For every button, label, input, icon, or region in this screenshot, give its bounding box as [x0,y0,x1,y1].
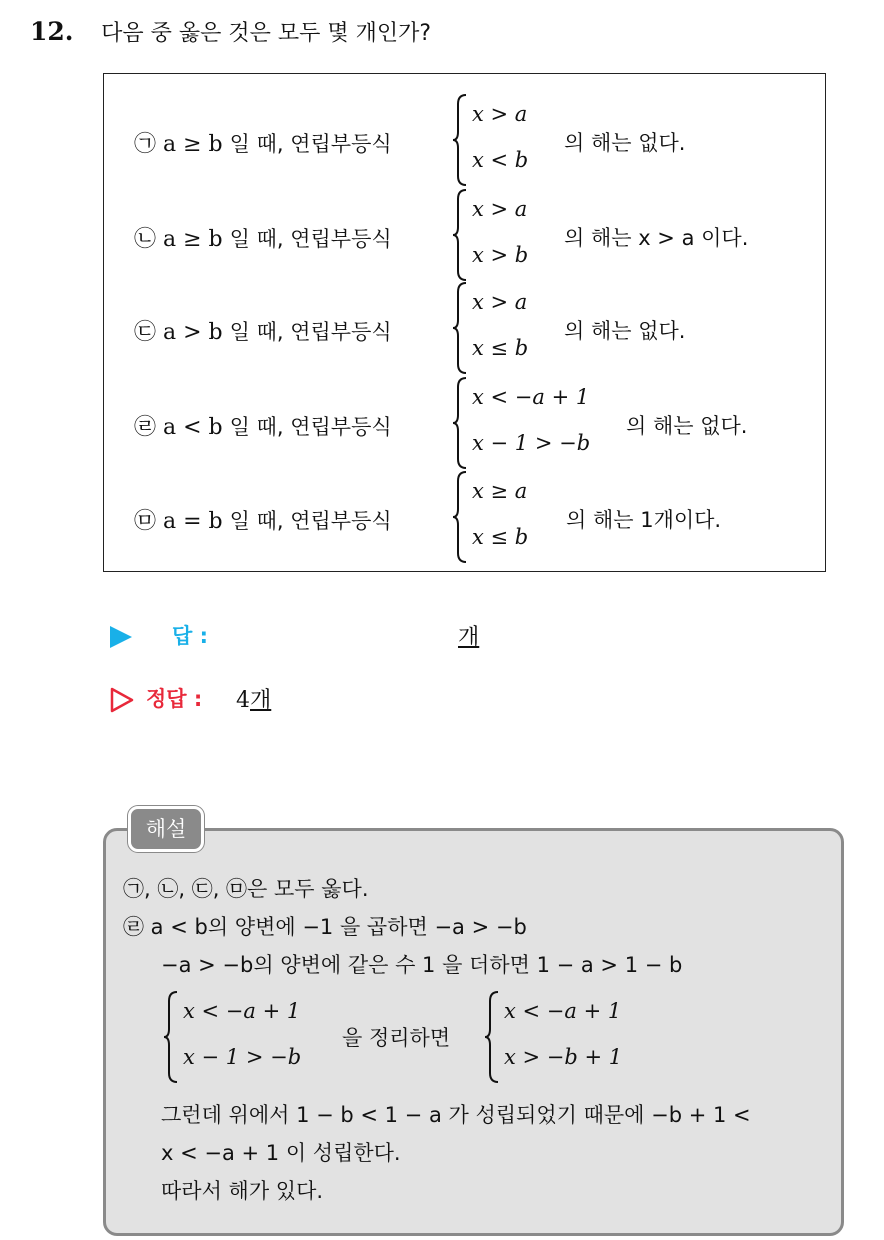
statement-2 [134,189,814,281]
system-line-1: x > a [472,290,528,314]
answer-row [110,620,510,656]
statement-condition: a > b [163,320,223,345]
explanation-tag: 해설 [128,806,204,852]
statement-5 [134,471,814,563]
system-line-2: x < b [472,148,529,172]
statement-mark: ㉤ [134,509,157,534]
system-line-2: x > b [472,243,529,267]
question-header [30,16,431,47]
system-line-1: x > a [472,102,528,126]
statement-mark: ㉠ [134,132,157,157]
solution-label: 정답 : [146,687,203,711]
play-triangle-icon [110,626,132,648]
system-line-2: x − 1 > −b [472,431,591,455]
statement-mark: ㉣ [134,415,157,440]
question-number: 12. [30,17,74,46]
explanation-mid: 을 정리하면 [342,1026,451,1050]
statement-mid: 일 때, 연립부등식 [229,320,392,344]
statement-mid: 일 때, 연립부등식 [229,509,392,533]
answer-unit: 개 [458,625,480,650]
solution-number: 4 [236,688,250,713]
system-line-2: x ≤ b [472,336,529,360]
statement-condition: a < b [163,415,223,440]
statement-mark: ㉡ [134,227,157,252]
explanation-box [103,828,844,1236]
statement-mid: 일 때, 연립부등식 [229,227,392,251]
statement-condition: a ≥ b [163,227,223,252]
left-brace-icon [452,471,468,563]
question-text: 다음 중 옳은 것은 모두 몇 개인가? [101,21,432,46]
statement-result: 의 해는 없다. [564,319,686,343]
statement-result: 의 해는 없다. [564,131,686,155]
solution-unit: 개 [250,688,272,713]
statement-result: 의 해는 1개이다. [566,508,722,532]
explanation-line-5: x < −a + 1 이 성립한다. [161,1141,401,1165]
statement-result: 의 해는 x > a 이다. [564,226,749,250]
explanation-system-b-line-2: x > −b + 1 [504,1045,623,1069]
statements-box [103,73,826,572]
solution-value [236,683,271,714]
statement-mid: 일 때, 연립부등식 [229,415,392,439]
statement-result: 의 해는 없다. [626,414,748,438]
left-brace-icon [163,991,179,1083]
explanation-line-6: 따라서 해가 있다. [161,1179,324,1203]
system-line-2: x ≤ b [472,525,529,549]
statement-condition: a = b [163,509,223,534]
explanation-line-3: −a > −b의 양변에 같은 수 1 을 더하면 1 − a > 1 − b [161,953,683,977]
explanation-system-b-line-1: x < −a + 1 [504,999,622,1023]
statement-1 [134,94,814,186]
left-brace-icon [452,377,468,469]
system-line-1: x < −a + 1 [472,385,590,409]
explanation-line-2: ㉣ a < b의 양변에 −1 을 곱하면 −a > −b [123,915,527,939]
left-brace-icon [452,94,468,186]
explanation-system-a-line-2: x − 1 > −b [183,1045,302,1069]
left-brace-icon [452,282,468,374]
solution-row [110,683,510,719]
statement-mark: ㉢ [134,320,157,345]
statement-mid: 일 때, 연립부등식 [229,132,392,156]
explanation-line-1: ㉠, ㉡, ㉢, ㉤은 모두 옳다. [123,877,369,901]
explanation-line-4: 그런데 위에서 1 − b < 1 − a 가 성립되었기 때문에 −b + 1 < [161,1103,751,1127]
statement-condition: a ≥ b [163,132,223,157]
left-brace-icon [452,189,468,281]
explanation-system-a-line-1: x < −a + 1 [183,999,301,1023]
statement-4 [134,377,814,469]
statement-3 [134,282,814,374]
left-brace-icon [484,991,500,1083]
answer-label: 답 : [172,624,208,648]
system-line-1: x ≥ a [472,479,528,503]
outline-triangle-icon [110,687,134,713]
system-line-1: x > a [472,197,528,221]
